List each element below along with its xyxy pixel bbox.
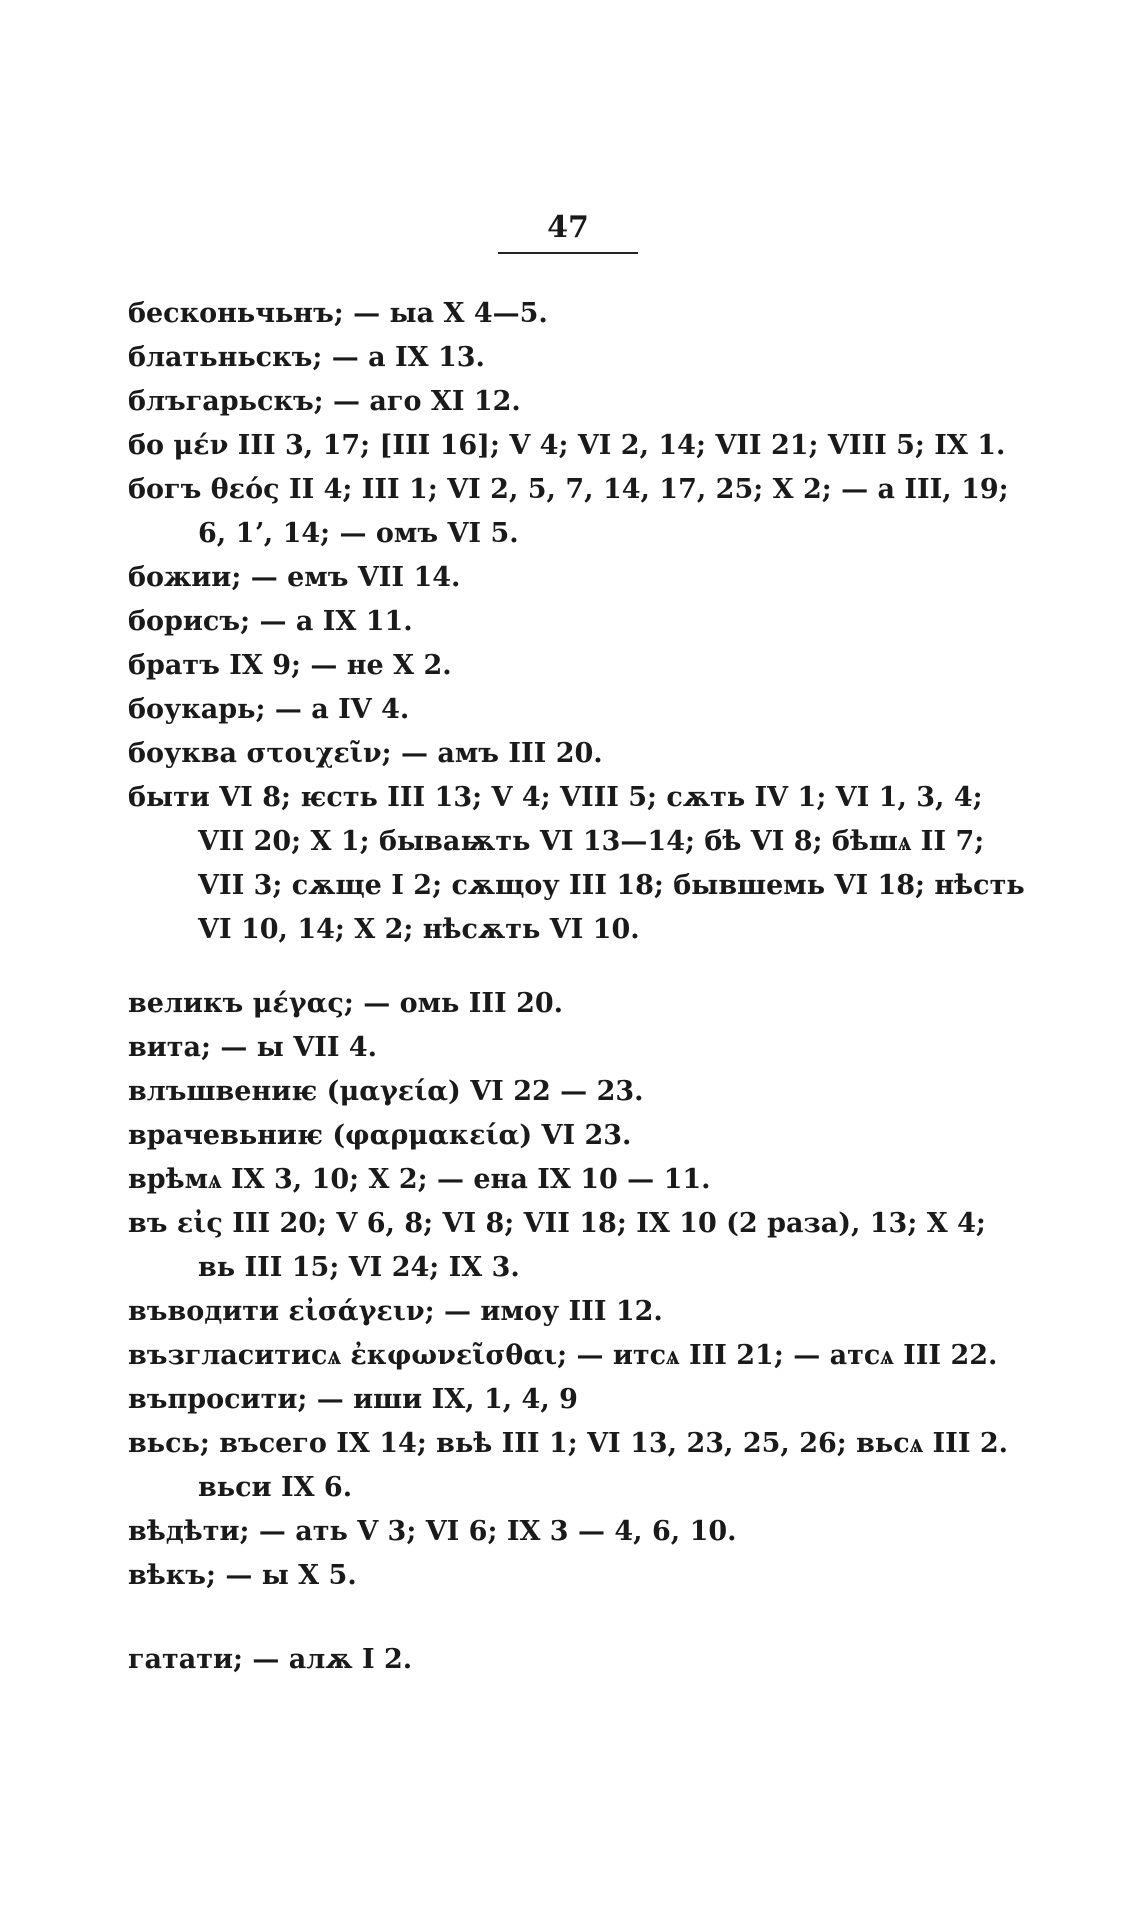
index-entry: быти VI 8; ѥсть III 13; V 4; VIII 5; сѫть IV 1; VI 1, 3, 4; VII 20; X 1; бываѭть VI 13—14; бѣ VI 8; бѣшѧ II 7; VII 3; сѫще I 2; сѫщоу III 18; бывшемь VI 18; нѣсть VI 10, 14; X 2; нѣсѫть VI 10. [128, 782, 1025, 945]
index-entry: вѣдѣти; — ать V 3; VI 6; IX 3 — 4, 6, 10. [128, 1516, 737, 1547]
index-entry: въпросити; — иши IX, 1, 4, 9 [128, 1384, 578, 1415]
index-entry: вита; — ы VII 4. [128, 1032, 378, 1063]
index-entry: възгласитисѧ ἐκφωνεῖσθαι; — итсѧ III 21; — атсѧ III 22. [128, 1340, 998, 1371]
index-entry: вѣкъ; — ы X 5. [128, 1560, 357, 1591]
index-entry: вьсь; въсего IX 14; вьѣ III 1; VI 13, 23, 25, 26; вьсѧ III 2. вьси IX 6. [128, 1428, 1009, 1503]
index-entry: божии; — емъ VII 14. [128, 562, 461, 593]
header-rule [498, 252, 638, 254]
page-number: 47 [547, 210, 589, 245]
index-entry: бо μέν III 3, 17; [III 16]; V 4; VI 2, 14; VII 21; VIII 5; IX 1. [128, 430, 1006, 461]
index-entry: блатьньскъ; — а IX 13. [128, 342, 485, 373]
index-entry: въводити εἰσάγειν; — имоу III 12. [128, 1296, 663, 1327]
index-entry: великъ μέγας; — омь III 20. [128, 988, 564, 1019]
index-entry: боуква στοιχεῖν; — амъ III 20. [128, 738, 603, 769]
index-entry: въ εἰς III 20; V 6, 8; VI 8; VII 18; IX 10 (2 раза), 13; X 4; вь III 15; VI 24; IX 3. [128, 1208, 986, 1283]
index-entry: бесконьчьнъ; — ыа X 4—5. [128, 298, 548, 329]
index-entry: боукарь; — а IV 4. [128, 694, 410, 725]
index-entry: влъшвениѥ (μαγεία) VI 22 — 23. [128, 1076, 644, 1107]
glossary-index [128, 292, 1028, 1682]
index-entry: братъ IX 9; — не X 2. [128, 650, 452, 681]
index-entry: гатати; — алѫ I 2. [128, 1644, 413, 1675]
index-entry: блъгарьскъ; — аго XI 12. [128, 386, 521, 417]
index-entry: врачевьниѥ (φαρμακεία) VI 23. [128, 1120, 632, 1151]
index-entry: богъ θεός II 4; III 1; VI 2, 5, 7, 14, 17, 25; X 2; — а III, 19; 6, 1ʼ, 14; — омъ VI 5. [128, 474, 1009, 549]
index-entry: борисъ; — а IX 11. [128, 606, 413, 637]
index-entry: врѣмѧ IX 3, 10; X 2; — ена IX 10 — 11. [128, 1164, 711, 1195]
